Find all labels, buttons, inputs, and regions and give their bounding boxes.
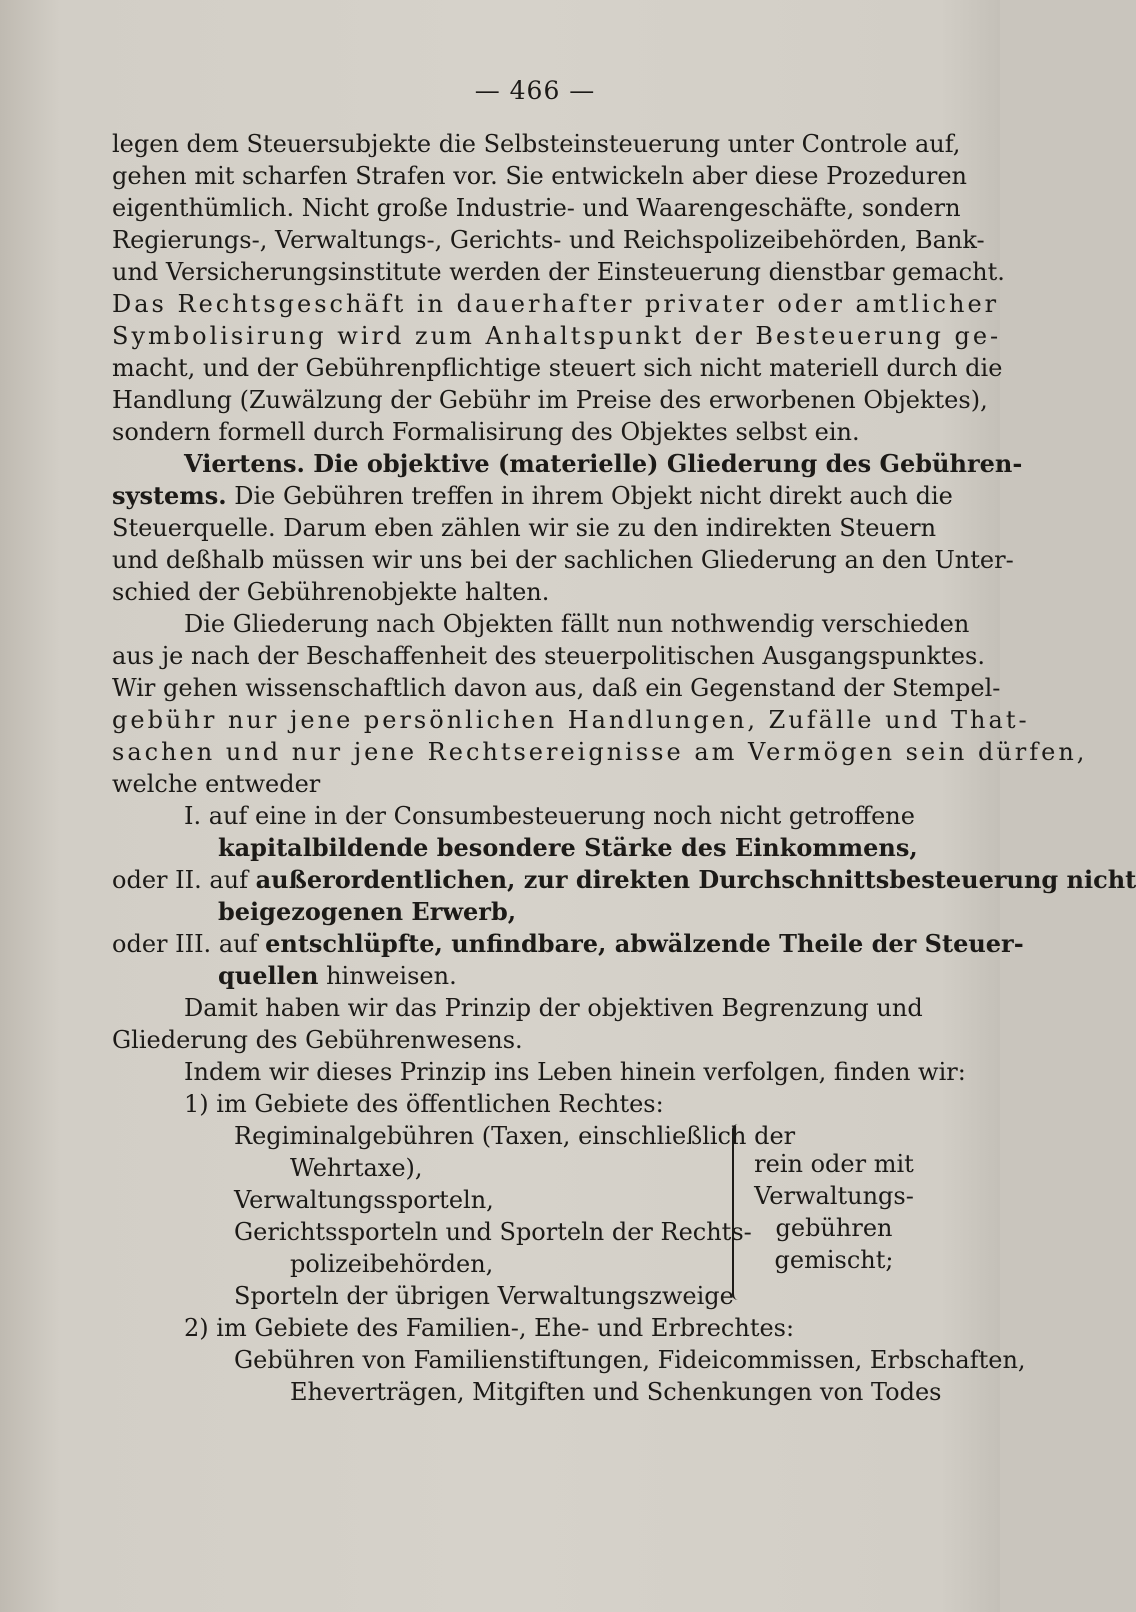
text-line — [112, 480, 953, 512]
brace-label-line: gemischt; — [774, 1246, 894, 1274]
text-line: Steuerquelle. Darum eben zählen wir sie zu den indirekten Steuern — [112, 514, 937, 542]
bold-text: quellen — [218, 961, 319, 990]
section-2-heading: 2) im Gebiete des Familien-, Ehe- und Erbrechtes: — [184, 1314, 795, 1342]
list-item: Sporteln der übrigen Verwaltungszweige — [234, 1282, 734, 1310]
enum-item-2 — [112, 864, 1136, 896]
list-item: Gebühren von Familienstiftungen, Fideicommissen, Erbschaften, — [234, 1346, 1026, 1374]
text-line: legen dem Steuersubjekte die Selbsteinsteuerung unter Controle auf, — [112, 130, 961, 158]
text-line: Wir gehen wissenschaftlich davon aus, daß ein Gegenstand der Stempel- — [112, 674, 1001, 702]
text-line: Symbolisirung wird zum Anhaltspunkt der Besteuerung ge- — [112, 322, 1002, 350]
bold-text: beigezogenen Erwerb, — [218, 897, 517, 926]
text-line: Handlung (Zuwälzung der Gebühr im Preise des erworbenen Objektes), — [112, 386, 988, 414]
list-item: Regiminalgebühren (Taxen, einschließlich der — [234, 1122, 796, 1150]
section-1-heading: 1) im Gebiete des öffentlichen Rechtes: — [184, 1090, 664, 1118]
text-run: oder III. auf — [112, 930, 266, 958]
bold-text: kapitalbildende besondere Stärke des Einkommens, — [218, 833, 918, 862]
section-1-items — [234, 1120, 796, 1312]
text-line: eigenthümlich. Nicht große Industrie- und Waarengeschäfte, sondern — [112, 194, 961, 222]
text-line: macht, und der Gebührenpflichtige steuert sich nicht materiell durch die — [112, 354, 1003, 382]
list-item: Eheverträgen, Mitgiften und Schenkungen von Todes — [290, 1378, 942, 1406]
text-run: oder II. auf — [112, 866, 256, 894]
text-line: Das Rechtsgeschäft in dauerhafter privater oder amtlicher — [112, 290, 1000, 318]
page-body — [112, 128, 1136, 1408]
text-run: hinweisen. — [318, 962, 457, 990]
text-line: Die Gliederung nach Objekten fällt nun nothwendig verschieden — [184, 610, 970, 638]
list-item-cont: polizeibehörden, — [290, 1250, 494, 1278]
bold-heading: Viertens. Die objektive (materielle) Gliederung des Gebühren- — [184, 449, 1023, 478]
brace-label-line: gebühren — [775, 1214, 893, 1242]
text-run: Die Gebühren treffen in ihrem Objekt nicht direkt auch die — [226, 482, 953, 510]
text-line: sachen und nur jene Rechtsereignisse am Vermögen sein dürfen, — [112, 738, 1088, 766]
brace-label — [754, 1148, 914, 1276]
enum-item-1-cont — [112, 832, 918, 864]
section-2-list — [112, 1344, 1026, 1408]
text-line: welche entweder — [112, 770, 321, 798]
brace-label-line: Verwaltungs- — [754, 1182, 914, 1210]
text-line: Indem wir dieses Prinzip ins Leben hinein verfolgen, finden wir: — [184, 1058, 966, 1086]
curly-brace — [732, 1124, 744, 1300]
text-line: gehen mit scharfen Strafen vor. Sie entwickeln aber diese Prozeduren — [112, 162, 967, 190]
text-line: schied der Gebührenobjekte halten. — [112, 578, 550, 606]
enum-item-3 — [112, 928, 1024, 960]
enum-item-2-cont — [112, 896, 912, 928]
bold-text: entschlüpfte, unfindbare, abwälzende Theile der Steuer- — [265, 929, 1024, 958]
text-line: Regierungs-, Verwaltungs-, Gerichts- und Reichspolizeibehörden, Bank- — [112, 226, 985, 254]
brace-label-line: rein oder mit — [754, 1150, 914, 1178]
text-line: aus je nach der Beschaffenheit des steuerpolitischen Ausgangspunktes. — [112, 642, 985, 670]
text-line: und deßhalb müssen wir uns bei der sachlichen Gliederung an den Unter- — [112, 546, 1014, 574]
bold-heading: systems. — [112, 481, 227, 510]
enum-item-1: I. auf eine in der Consumbesteuerung noch nicht getroffene — [184, 802, 915, 830]
text-line: Gliederung des Gebührenwesens. — [112, 1026, 523, 1054]
section-1-list — [112, 1120, 912, 1312]
text-line: gebühr nur jene persönlichen Handlungen, Zufälle und That- — [112, 706, 1030, 734]
page-number: — 466 — — [474, 76, 596, 105]
section-heading-line — [112, 448, 1023, 480]
list-item: Verwaltungssporteln, — [234, 1186, 494, 1214]
list-item-cont: Wehrtaxe), — [290, 1154, 423, 1182]
text-line: und Versicherungsinstitute werden der Einsteuerung dienstbar gemacht. — [112, 258, 1005, 286]
text-line: Damit haben wir das Prinzip der objektiven Begrenzung und — [184, 994, 923, 1022]
bold-text: außerordentlichen, zur direkten Durchschnittsbesteuerung nicht — [255, 865, 1136, 894]
text-line: sondern formell durch Formalisirung des Objektes selbst ein. — [112, 418, 860, 446]
list-item: Gerichtssporteln und Sporteln der Rechts- — [234, 1218, 752, 1246]
enum-item-3-cont — [112, 960, 912, 992]
